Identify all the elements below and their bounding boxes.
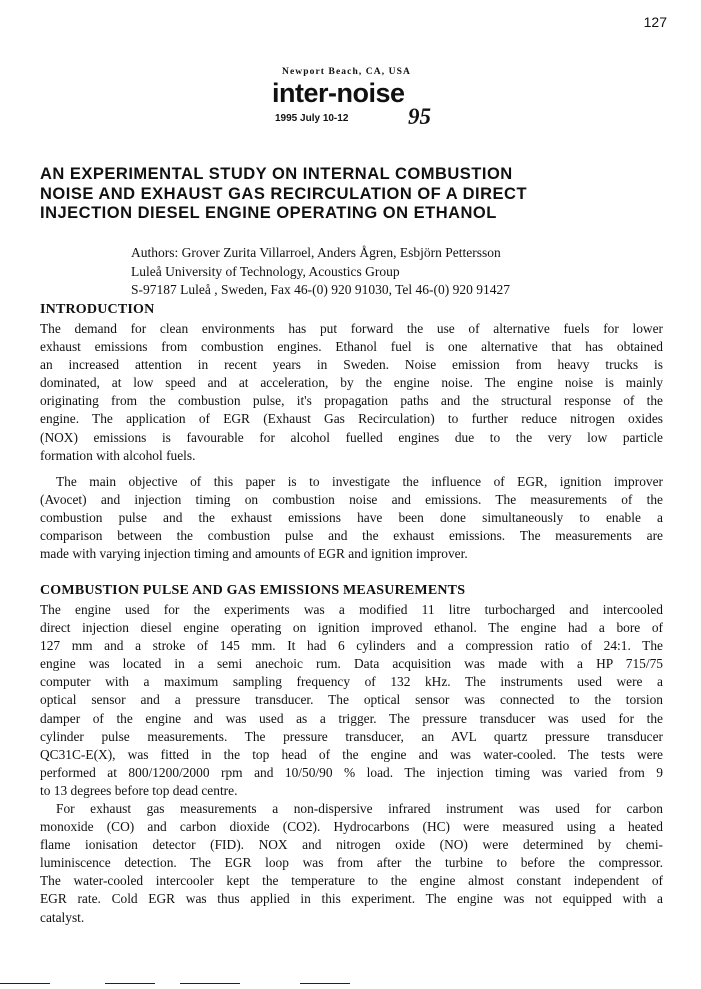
measurements-paragraph-1 <box>40 601 663 800</box>
conference-dates: 1995 July 10-12 <box>275 113 349 124</box>
text-line: 127 mm and a stroke of 145 mm. It had 6 cylinders and a compression ratio of 24:1. The <box>40 638 663 654</box>
text-line: catalyst. <box>40 909 85 925</box>
text-line: luminiscence detection. The EGR loop was from after the turbine to before the compressor. <box>40 855 663 871</box>
measurements-heading: COMBUSTION PULSE AND GAS EMISSIONS MEASUREMENTS <box>40 583 466 598</box>
text-line: cylinder pulse measurements. The pressure transducer, an AVL quartz pressure transducer <box>40 728 663 744</box>
text-line: an increased attention in recent years in Sweden. Noise emission from heavy trucks is <box>40 357 663 373</box>
measurements-paragraph-2 <box>40 800 663 927</box>
footer-rule <box>180 983 240 984</box>
text-line: to 13 degrees before top dead centre. <box>40 782 238 798</box>
text-line: The water-cooled intercooler kept the temperature to the engine almost constant independent of <box>40 873 663 889</box>
title-line: NOISE AND EXHAUST GAS RECIRCULATION OF A DIRECT <box>40 184 528 203</box>
footer-rule <box>300 983 350 984</box>
text-line: originating from the combustion pulse, it's propagation paths and the structural response of the <box>40 393 663 409</box>
title-line: AN EXPERIMENTAL STUDY ON INTERNAL COMBUSTION <box>40 165 513 183</box>
text-line: The demand for clean environments has put forward the use of alternative fuels for lower <box>40 321 663 336</box>
conference-year-mark: 95 <box>408 104 431 129</box>
text-line: The engine used for the experiments was a modified 11 litre turbocharged and intercooled <box>40 602 663 617</box>
text-line: dominated, at low speed and at acceleration, by the engine noise. The engine noise is mainly <box>40 375 663 391</box>
author-block <box>131 244 510 300</box>
introduction-heading: INTRODUCTION <box>40 302 155 317</box>
text-line: comparison between the combustion pulse and the exhaust emissions. The measurements are <box>40 528 663 544</box>
text-line: EGR rate. Cold EGR was thus applied in this experiment. The engine was not equipped with a <box>40 891 663 907</box>
introduction-paragraph-1 <box>40 320 663 465</box>
text-line: exhaust emissions from combustion engines. Ethanol fuel is one alternative that has obtained <box>40 339 663 355</box>
text-line: direct injection diesel engine operating on ignition improved ethanol. The engine had a bore of <box>40 620 663 636</box>
text-line: (Avocet) and injection timing on combustion noise and emissions. The measurements of the <box>40 492 663 508</box>
text-line: engine was located in a semi anechoic rum. Data acquisition was made with a HP 715/75 <box>40 656 663 672</box>
text-line: computer with a maximum sampling frequency of 132 kHz. The instruments used were a <box>40 674 663 690</box>
text-line: QC31C-E(X), was fitted in the top head of the engine and was water-cooled. The tests were <box>40 746 663 762</box>
affiliation-line: Luleå University of Technology, Acoustics Group <box>131 263 400 279</box>
page-number: 127 <box>643 14 667 30</box>
text-line: combustion pulse and the exhaust emissions have been done simultaneously to enable a <box>40 510 663 526</box>
paper-title <box>40 165 660 224</box>
footer-rule <box>0 983 50 984</box>
text-line: The main objective of this paper is to investigate the influence of EGR, ignition improver <box>56 474 663 489</box>
text-line: flame ionisation detector (FID). NOX and nitrogen oxide (NO) were determined by chemi- <box>40 837 663 853</box>
title-line: INJECTION DIESEL ENGINE OPERATING ON ETHANOL <box>40 204 497 222</box>
text-line: engine. The application of EGR (Exhaust Gas Recirculation) to further reduce nitrogen oxides <box>40 411 663 427</box>
text-line: performed at 800/1200/2000 rpm and 10/50/90 % load. The injection timing was varied from 9 <box>40 764 663 780</box>
text-line: optical sensor and a pressure transducer. The optical sensor was connected to the torsion <box>40 692 663 708</box>
text-line: (NOX) emissions is favourable for alcohol fuelled engines due to the very low particle <box>40 429 663 445</box>
internoise-logo: inter-noise <box>272 78 405 108</box>
contact-line: S-97187 Luleå , Sweden, Fax 46-(0) 920 91030, Tel 46-(0) 920 91427 <box>131 282 511 297</box>
footer-rule <box>105 983 155 984</box>
text-line: damper of the engine and was used as a trigger. The pressure transducer was used for the <box>40 710 663 726</box>
text-line: monoxide (CO) and carbon dioxide (CO2). Hydrocarbons (HC) were measured using a heated <box>40 819 663 835</box>
text-line: formation with alcohol fuels. <box>40 447 196 463</box>
introduction-paragraph-2 <box>40 473 663 563</box>
text-line: made with varying injection timing and amounts of EGR and ignition improver. <box>40 546 468 562</box>
text-line: For exhaust gas measurements a non-dispersive infrared instrument was used for carbon <box>56 801 663 816</box>
authors-line: Authors: Grover Zurita Villarroel, Anders Ågren, Esbjörn Pettersson <box>131 245 501 260</box>
conference-location: Newport Beach, CA, USA <box>282 67 411 77</box>
